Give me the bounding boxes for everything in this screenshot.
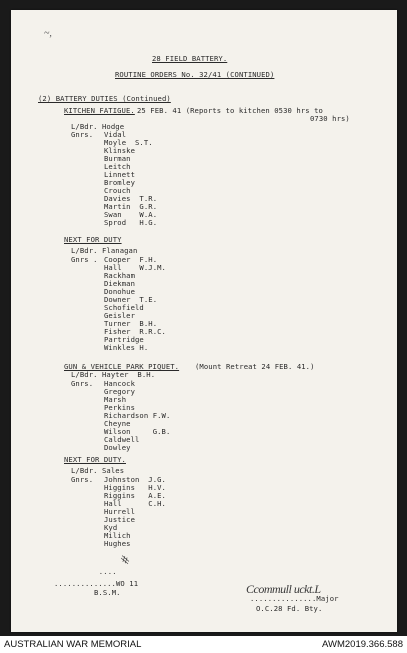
document-title: 28 FIELD BATTERY. bbox=[152, 54, 228, 63]
bsm-signature-flourish: . . . . bbox=[100, 566, 116, 576]
oc-title: O.C.28 Fd. Bty. bbox=[256, 604, 323, 613]
bsm-signature-line: ..............WO 11 bbox=[54, 579, 139, 588]
list-item: Hancock bbox=[104, 379, 135, 388]
kitchen-bdr: L/Bdr. Hodge bbox=[71, 122, 125, 131]
footer-accession-number: AWM2019.366.588 bbox=[322, 639, 403, 650]
list-item: Bromley bbox=[104, 178, 135, 187]
gun-park-bdr: L/Bdr. Hayter B.H. bbox=[71, 370, 156, 379]
list-item: Milich bbox=[104, 531, 131, 540]
list-item: Sprod H.G. bbox=[104, 218, 158, 227]
gun-next-heading: NEXT FOR DUTY. bbox=[64, 455, 126, 464]
bsm-signature: # bbox=[116, 554, 133, 566]
gun-park-gnrs-label: Gnrs. bbox=[71, 379, 94, 388]
footer-institution: AUSTRALIAN WAR MEMORIAL bbox=[4, 639, 142, 650]
list-item: Dowley bbox=[104, 443, 131, 452]
list-item: Hall W.J.M. bbox=[104, 263, 166, 272]
gun-next-gnrs-label: Gnrs. bbox=[71, 475, 94, 484]
kitchen-next-gnrs-label: Gnrs . bbox=[71, 255, 98, 264]
list-item: Wilson G.B. bbox=[104, 427, 171, 436]
list-item: Burman bbox=[104, 154, 131, 163]
gun-park-heading: GUN & VEHICLE PARK PIQUET. bbox=[64, 362, 180, 371]
document-subtitle: ROUTINE ORDERS No. 32/41 (CONTINUED) bbox=[115, 70, 275, 79]
list-item: Vidal bbox=[104, 130, 127, 139]
kitchen-date-note: 25 FEB. 41 (Reports to kitchen 0530 hrs to bbox=[137, 106, 323, 115]
kitchen-next-heading: NEXT FOR DUTY bbox=[64, 235, 122, 244]
list-item: Marsh bbox=[104, 395, 127, 404]
list-item: Kyd bbox=[104, 523, 118, 532]
gun-park-note: (Mount Retreat 24 FEB. 41.) bbox=[195, 362, 315, 371]
list-item: Linnett bbox=[104, 170, 135, 179]
list-item: Higgins H.V. bbox=[104, 483, 166, 492]
list-item: Crouch bbox=[104, 186, 131, 195]
kitchen-next-bdr: L/Bdr. Flanagan bbox=[71, 246, 138, 255]
archive-footer bbox=[0, 636, 407, 653]
list-item: Johnston J.G. bbox=[104, 475, 166, 484]
list-item: Richardson F.W. bbox=[104, 411, 171, 420]
list-item: Turner B.H. bbox=[104, 319, 158, 328]
list-item: Moyle S.T. bbox=[104, 138, 153, 147]
oc-signature: Ccommull uckt.L bbox=[246, 582, 321, 596]
list-item: Partridge bbox=[104, 335, 144, 344]
list-item: Downer T.E. bbox=[104, 295, 158, 304]
list-item: Cooper F.H. bbox=[104, 255, 158, 264]
document-sheet bbox=[11, 10, 397, 632]
stray-pencil-mark: ~, bbox=[44, 28, 52, 39]
list-item: Fisher R.R.C. bbox=[104, 327, 166, 336]
list-item: Winkles H. bbox=[104, 343, 149, 352]
section-heading: (2) BATTERY DUTIES (Continued) bbox=[38, 94, 171, 103]
list-item: Hall C.H. bbox=[104, 499, 166, 508]
list-item: Klinske bbox=[104, 146, 135, 155]
list-item: Cheyne bbox=[104, 419, 131, 428]
gun-next-bdr: L/Bdr. Sales bbox=[71, 466, 125, 475]
kitchen-gnrs-label: Gnrs. bbox=[71, 130, 94, 139]
list-item: Hughes bbox=[104, 539, 131, 548]
bsm-title: B.S.M. bbox=[94, 588, 121, 597]
list-item: Gregory bbox=[104, 387, 135, 396]
list-item: Hurrell bbox=[104, 507, 135, 516]
list-item: Martin G.R. bbox=[104, 202, 158, 211]
kitchen-date-note-cont: 0730 hrs) bbox=[310, 114, 350, 123]
list-item: Leitch bbox=[104, 162, 131, 171]
oc-signature-line: ...............Major bbox=[250, 594, 339, 603]
kitchen-heading: KITCHEN FATIGUE. bbox=[64, 106, 135, 115]
list-item: Caldwell bbox=[104, 435, 140, 444]
list-item: Swan W.A. bbox=[104, 210, 158, 219]
list-item: Rackham bbox=[104, 271, 135, 280]
list-item: Davies T.R. bbox=[104, 194, 158, 203]
list-item: Perkins bbox=[104, 403, 135, 412]
list-item: Riggins A.E. bbox=[104, 491, 166, 500]
list-item: Diekman bbox=[104, 279, 135, 288]
list-item: Geisler bbox=[104, 311, 135, 320]
list-item: Justice bbox=[104, 515, 135, 524]
list-item: Donohue bbox=[104, 287, 135, 296]
list-item: Schofield bbox=[104, 303, 144, 312]
